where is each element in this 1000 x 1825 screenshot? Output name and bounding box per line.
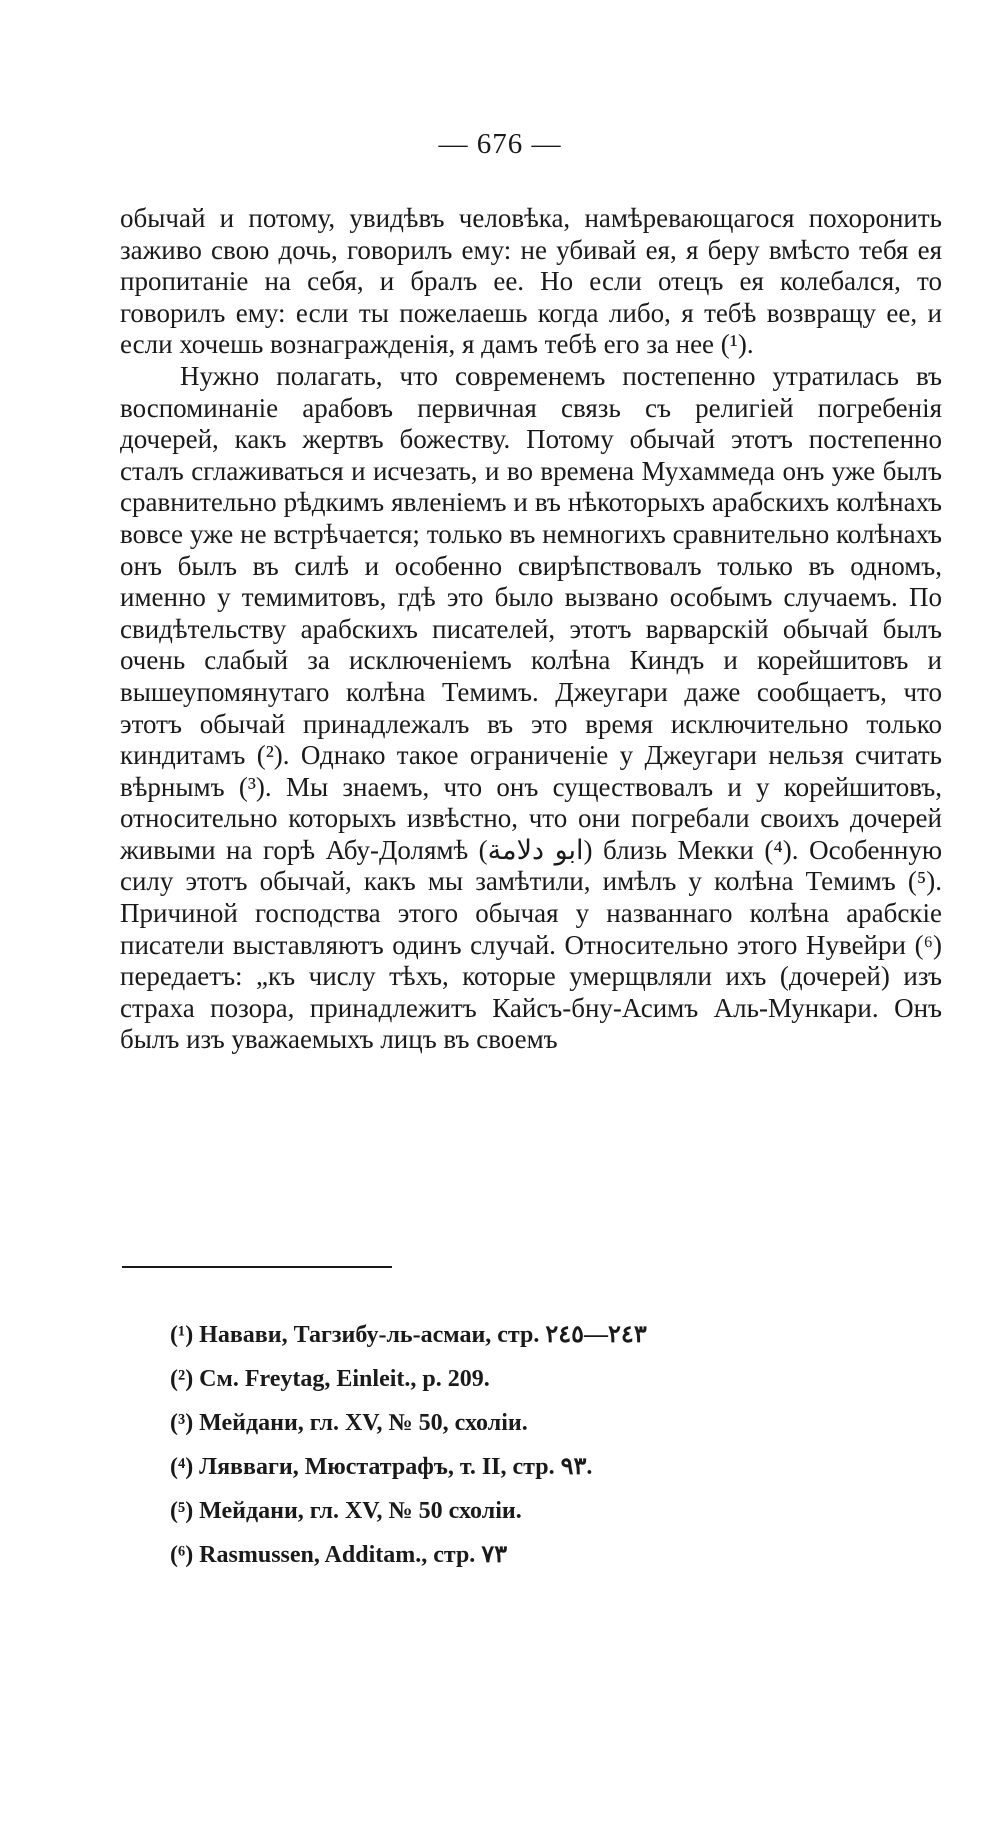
- footnote-3: (³) Мейдани, гл. XV, № 50, схоліи.: [170, 1410, 528, 1436]
- page-number: — 676 —: [438, 128, 562, 160]
- footnote-5: (⁵) Мейдани, гл. XV, № 50 схоліи.: [170, 1498, 522, 1524]
- paragraph-1: обычай и потому, увидѣвъ человѣка, намѣревающагося похоронить заживо свою дочь, говорилъ ему: не убивай ея, я беру вмѣсто тебя ея пропитаніе на себя, и бралъ ее. Но если отецъ ея колебался, то говорилъ ему: если ты пожелаешь когда либо, я тебѣ возвращу ее, и если хочешь вознагражденія, я дамъ тебѣ его за нее (¹).: [120, 203, 942, 360]
- footnote-6: (⁶) Rasmussen, Additam., стр. ٧٣: [170, 1542, 508, 1568]
- paragraph-2: Нужно полагать, что современемъ постепенно утратилась въ воспоминаніе арабовъ первичная связь съ религіей погребенія дочерей, какъ жертвъ божеству. Потому обычай этотъ постепенно сталъ сглаживаться и исчезать, и во времена Мухаммеда онъ уже былъ сравнительно рѣдкимъ явленіемъ и въ нѣкоторыхъ арабскихъ колѣнахъ вовсе уже не встрѣчается; только въ немногихъ сравнительно колѣнахъ онъ былъ въ силѣ и особенно свирѣпствовалъ только въ одномъ, именно у темимитовъ, гдѣ это было вызвано особымъ случаемъ. По свидѣтельству арабскихъ писателей, этотъ варварскій обычай былъ очень слабый за исключеніемъ колѣна Киндъ и корейшитовъ и вышеупомянутаго колѣна Темимъ. Джеугари даже сообщаетъ, что этотъ обычай принадлежалъ въ это время исключительно только киндитамъ (²). Однако такое ограниченіе у Джеугари нельзя считать вѣрнымъ (³). Мы знаемъ, что онъ существовалъ и у корейшитовъ, относительно которыхъ извѣстно, что они погребали своихъ дочерей живыми на горѣ Абу-Долямѣ (ابو دلامة) близь Мекки (⁴). Особенную силу этотъ обычай, какъ мы замѣтили, имѣлъ у колѣна Темимъ (⁵). Причиной господства этого обычая у названнаго колѣна арабскіе писатели выставляютъ одинъ случай. Относительно этого Нувейри (⁶) передаетъ: „къ числу тѣхъ, которые умерщвляли ихъ (дочерей) изъ страха позора, принадлежитъ Кайсъ-бну-Асимъ Аль-Мункари. Онъ былъ изъ уважаемыхъ лицъ въ своемъ: [120, 360, 942, 1055]
- footnote-divider: [122, 1266, 392, 1268]
- footnote-1: (¹) Навави, Тагзибу-ль-асмаи, стр. ٢٤٣—٢٤٥: [170, 1322, 647, 1348]
- footnotes: [170, 1313, 950, 1577]
- footnote-2: (²) См. Freytag, Einleit., p. 209.: [170, 1366, 490, 1392]
- main-text: [120, 203, 942, 1056]
- footnote-4: (⁴) Лявваги, Мюстатрафъ, т. II, стр. ٩٣.: [170, 1454, 593, 1480]
